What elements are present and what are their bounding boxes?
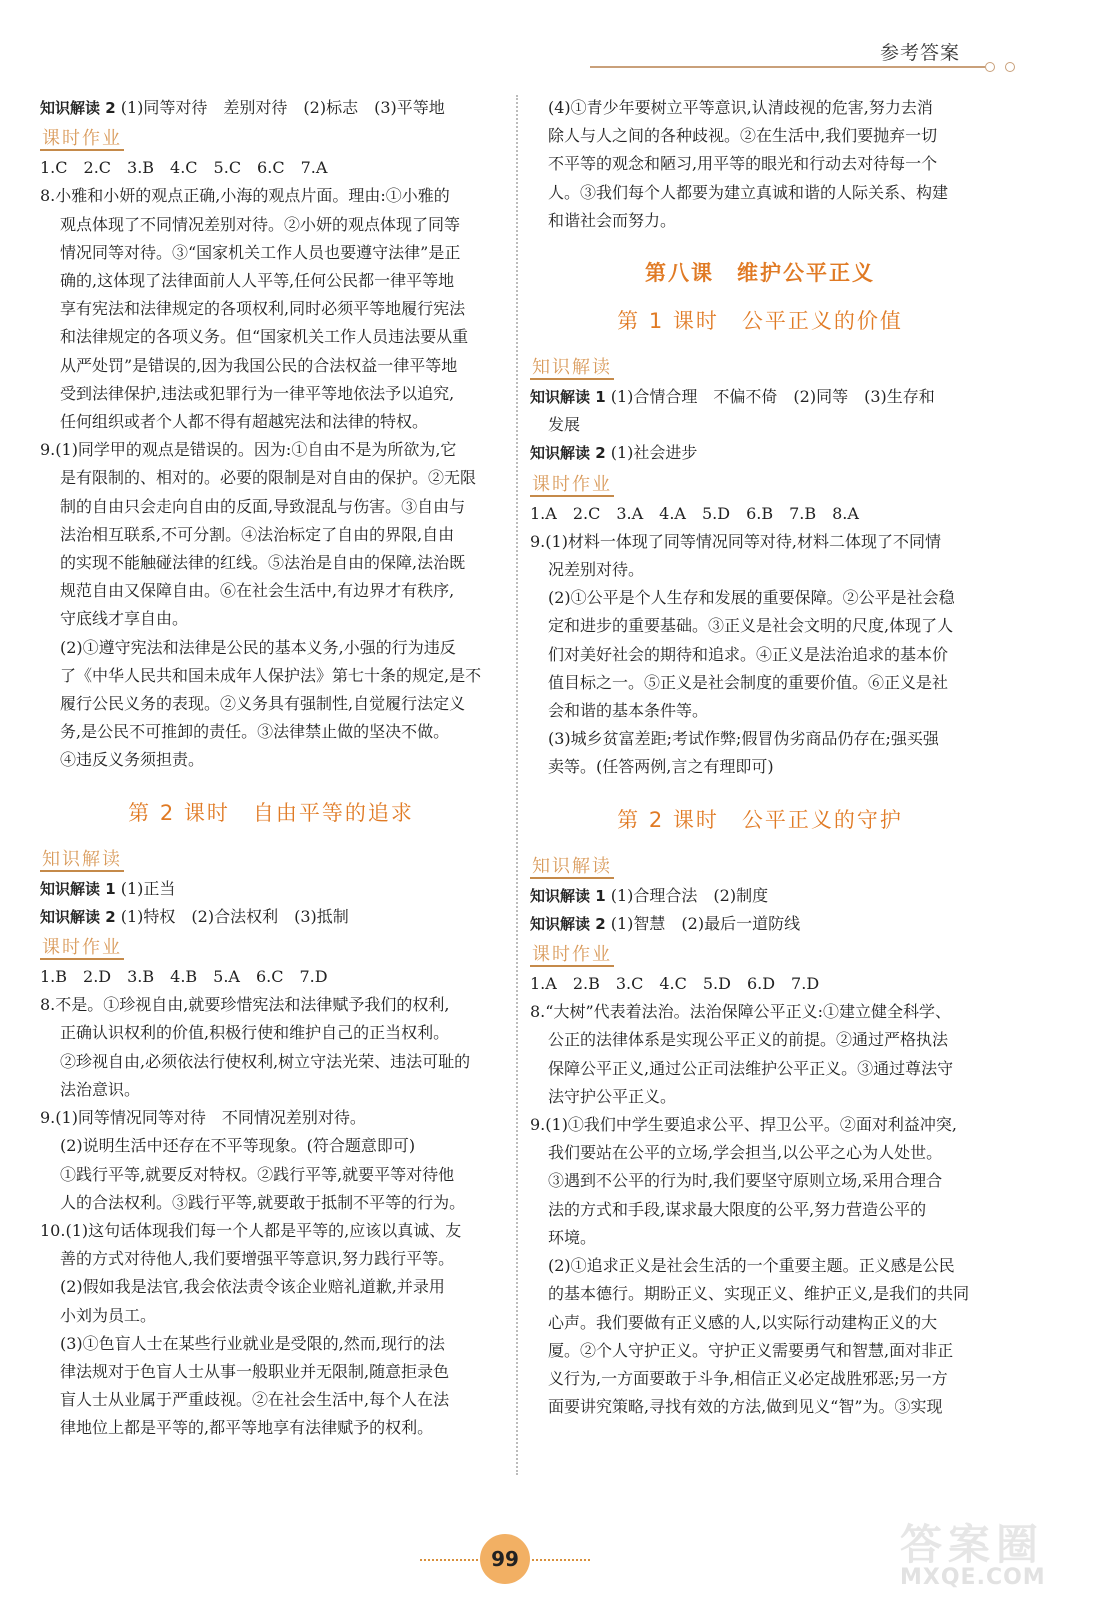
- answer-line: 保障公平正义,通过公正司法维护公平正义。③通过尊法守: [548, 1058, 954, 1078]
- answer-line: 1.B 2.D 3.B 4.B 5.A 6.C 7.D: [40, 967, 328, 987]
- answer-line: ②珍视自由,必须依法行使权利,树立守法光荣、违法可耻的: [60, 1051, 471, 1071]
- answer-line: 律法规对于色盲人士从事一般职业并无限制,随意拒录色: [60, 1361, 450, 1381]
- answer-line: 1.A 2.B 3.C 4.C 5.D 6.D 7.D: [530, 974, 820, 994]
- answer-line: 1.C 2.C 3.B 4.C 5.C 6.C 7.A: [40, 158, 328, 178]
- answer-line: 况差别对待。: [548, 560, 645, 580]
- answer-line: 除人与人之间的各种歧视。②在生活中,我们要抛弃一切: [548, 126, 938, 146]
- header-title: 参考答案: [880, 42, 961, 64]
- knowledge-line: 知识解读 1 (1)合理合法 (2)制度: [530, 885, 769, 905]
- answer-line: 我们要站在公平的立场,学会担当,以公平之心为人处世。: [548, 1143, 943, 1163]
- knowledge-line: 知识解读 2 (1)同等对待 差别对待 (2)标志 (3)平等地: [40, 98, 445, 117]
- page-number-dots: [532, 1559, 590, 1561]
- knowledge-line: 知识解读 2 (1)智慧 (2)最后一道防线: [530, 913, 801, 933]
- column-divider: [516, 95, 518, 1475]
- answer-line: 8.不是。①珍视自由,就要珍惜宪法和法律赋予我们的权利,: [40, 995, 450, 1015]
- answer-line: 9.(1)材料一体现了同等情况同等对待,材料二体现了不同情: [530, 531, 942, 551]
- knowledge-line: 知识解读 2 (1)社会进步: [530, 443, 698, 463]
- answer-line: (3)①色盲人士在某些行业就业是受限的,然而,现行的法: [60, 1333, 445, 1353]
- answer-line: ①践行平等,就要反对特权。②践行平等,就要平等对待他: [60, 1164, 455, 1184]
- answer-line: 不平等的观念和陋习,用平等的眼光和行动去对待每一个: [548, 154, 938, 174]
- answer-line: 确的,这体现了法律面前人人平等,任何公民都一律平等地: [60, 271, 455, 291]
- answer-line: 受到法律保护,违法或犯罪行为一律平等地依法予以追究,: [60, 383, 455, 403]
- page-number: 99: [480, 1534, 530, 1584]
- answer-line: 小刘为员工。: [60, 1305, 157, 1325]
- answer-line: (3)城乡贫富差距;考试作弊;假冒伪劣商品仍存在;强买强: [548, 729, 939, 749]
- answer-line: ④违反义务须担责。: [60, 750, 205, 770]
- answer-line: 守底线才享自由。: [60, 609, 189, 629]
- answer-line: 义行为,一方面要敢于斗争,相信正义必定战胜邪恶;另一方: [548, 1368, 948, 1388]
- answer-line: 们对美好社会的期待和追求。④正义是法治追求的基本价: [548, 644, 949, 664]
- answer-line: 享有宪法和法律规定的各项权利,同时必须平等地履行宪法: [60, 299, 466, 319]
- answer-line: 制的自由只会走向自由的反面,导致混乱与伤害。③自由与: [60, 496, 466, 516]
- answer-line: 情况同等对待。③“国家机关工作人员也要遵守法律”是正: [60, 242, 461, 262]
- answer-line: 正确认识权利的价值,积极行使和维护自己的正当权利。: [60, 1023, 450, 1043]
- answer-line: 卖等。(任答两例,言之有理即可): [548, 757, 774, 777]
- answer-line: (2)①追求正义是社会生活的一个重要主题。正义感是公民: [548, 1256, 955, 1276]
- answer-line: 公正的法律体系是实现公平正义的前提。②通过严格执法: [548, 1030, 949, 1050]
- answer-line: (2)说明生活中还存在不平等现象。(符合题意即可): [60, 1136, 416, 1156]
- lesson-title: 第 1 课时 公平正义的价值: [617, 309, 903, 334]
- answer-line: 法守护公平正义。: [548, 1086, 677, 1106]
- answer-line: 8.“大树”代表着法治。法治保障公平正义:①建立健全科学、: [530, 1002, 952, 1022]
- answer-line: 是有限制的、相对的。必要的限制是对自由的保护。②无限: [60, 468, 477, 488]
- header-dot: [985, 62, 995, 72]
- answer-line: 盲人士从业属于严重歧视。②在社会生活中,每个人在法: [60, 1390, 450, 1410]
- answer-line: 面要讲究策略,寻找有效的方法,做到见义“智”为。③实现: [548, 1397, 943, 1417]
- section-label: 课时作业: [532, 944, 612, 966]
- answer-line: 8.小雅和小妍的观点正确,小海的观点片面。理由:①小雅的: [40, 186, 450, 206]
- section-label: 知识解读: [532, 855, 612, 877]
- left-column: [40, 94, 502, 1443]
- section-label: 课时作业: [42, 128, 122, 150]
- answer-line: (2)①公平是个人生存和发展的重要保障。②公平是社会稳: [548, 588, 955, 608]
- knowledge-line: 知识解读 2 (1)特权 (2)合法权利 (3)抵制: [40, 906, 349, 926]
- answer-line: 定和进步的重要基础。③正义是社会文明的尺度,体现了人: [548, 616, 954, 636]
- answer-line: 会和谐的基本条件等。: [548, 701, 709, 721]
- answer-line: 善的方式对待他人,我们要增强平等意识,努力践行平等。: [60, 1249, 455, 1269]
- page-number-dots: [420, 1559, 478, 1561]
- answer-line: 9.(1)同学甲的观点是错误的。因为:①自由不是为所欲为,它: [40, 440, 457, 460]
- answer-line: 法治相互联系,不可分割。④法治标定了自由的界限,自由: [60, 524, 455, 544]
- section-label: 知识解读: [532, 357, 612, 379]
- answer-line: 务,是公民不可推卸的责任。③法律禁止做的坚决不做。: [60, 722, 450, 742]
- answer-line: 的实现不能触碰法律的红线。⑤法治是自由的保障,法治既: [60, 553, 466, 573]
- answer-line: (2)①遵守宪法和法律是公民的基本义务,小强的行为违反: [60, 637, 456, 657]
- answer-line: 从严处罚”是错误的,因为我国公民的合法权益一律平等地: [60, 355, 458, 375]
- answer-line: (4)①青少年要树立平等意识,认清歧视的危害,努力去消: [548, 98, 933, 117]
- answer-line: 的基本德行。期盼正义、实现正义、维护正义,是我们的共同: [548, 1284, 970, 1304]
- answer-line: 10.(1)这句话体现我们每一个人都是平等的,应该以真诚、友: [40, 1220, 462, 1240]
- answer-line: 和法律规定的各项义务。但“国家机关工作人员违法要从重: [60, 327, 469, 347]
- answer-line: 环境。: [548, 1227, 597, 1247]
- answer-line: 厦。②个人守护正义。守护正义需要勇气和智慧,面对非正: [548, 1340, 954, 1360]
- answer-line: 任何组织或者个人都不得有超越宪法和法律的特权。: [60, 412, 429, 432]
- header-dot: [1005, 62, 1015, 72]
- answer-line: 了《中华人民共和国未成年人保护法》第七十条的规定,是不: [60, 665, 482, 685]
- answer-line: 9.(1)同等情况同等对待 不同情况差别对待。: [40, 1108, 366, 1128]
- knowledge-line: 知识解读 1 (1)正当: [40, 878, 176, 898]
- section-label: 课时作业: [532, 473, 612, 495]
- section-label: 知识解读: [42, 848, 122, 870]
- lesson-title: 第 2 课时 公平正义的守护: [617, 807, 903, 832]
- answer-line: 值目标之一。⑤正义是社会制度的重要价值。⑥正义是社: [548, 672, 949, 692]
- chapter-title: 第八课 维护公平正义: [645, 261, 875, 286]
- answer-line: 人。③我们每个人都要为建立真诚和谐的人际关系、构建: [548, 182, 949, 202]
- section-label: 课时作业: [42, 937, 122, 959]
- header-rule: [590, 66, 985, 68]
- answer-line: 和谐社会而努力。: [548, 210, 677, 230]
- answer-line: 律地位上都是平等的,都平等地享有法律赋予的权利。: [60, 1418, 434, 1438]
- knowledge-line: 发展: [548, 415, 581, 435]
- answer-line: 1.A 2.C 3.A 4.A 5.D 6.B 7.B 8.A: [530, 503, 859, 523]
- watermark-logo: 答案圈: [900, 1520, 1045, 1569]
- answer-line: 履行公民义务的表现。②义务具有强制性,自觉履行法定义: [60, 694, 466, 714]
- answer-line: ③遇到不公平的行为时,我们要坚守原则立场,采用合理合: [548, 1171, 943, 1191]
- answer-line: 法治意识。: [60, 1079, 141, 1099]
- answer-line: 规范自由又保障自由。⑥在社会生活中,有边界才有秩序,: [60, 581, 455, 601]
- knowledge-line: 知识解读 1 (1)合情合理 不偏不倚 (2)同等 (3)生存和: [530, 387, 935, 407]
- answer-line: 心声。我们要做有正义感的人,以实际行动建构正义的大: [548, 1312, 938, 1332]
- watermark-url: MXQE.COM: [900, 1565, 1046, 1590]
- answer-line: 观点体现了不同情况差别对待。②小妍的观点体现了同等: [60, 214, 461, 234]
- answer-line: 人的合法权利。③践行平等,就要敢于抵制不平等的行为。: [60, 1192, 466, 1212]
- lesson-title: 第 2 课时 自由平等的追求: [128, 800, 414, 825]
- answer-line: 9.(1)①我们中学生要追求公平、捍卫公平。②面对利益冲突,: [530, 1115, 958, 1135]
- answer-line: (2)假如我是法官,我会依法责令该企业赔礼道歉,并录用: [60, 1277, 445, 1297]
- right-column: [530, 94, 990, 1421]
- answer-line: 法的方式和手段,谋求最大限度的公平,努力营造公平的: [548, 1199, 927, 1219]
